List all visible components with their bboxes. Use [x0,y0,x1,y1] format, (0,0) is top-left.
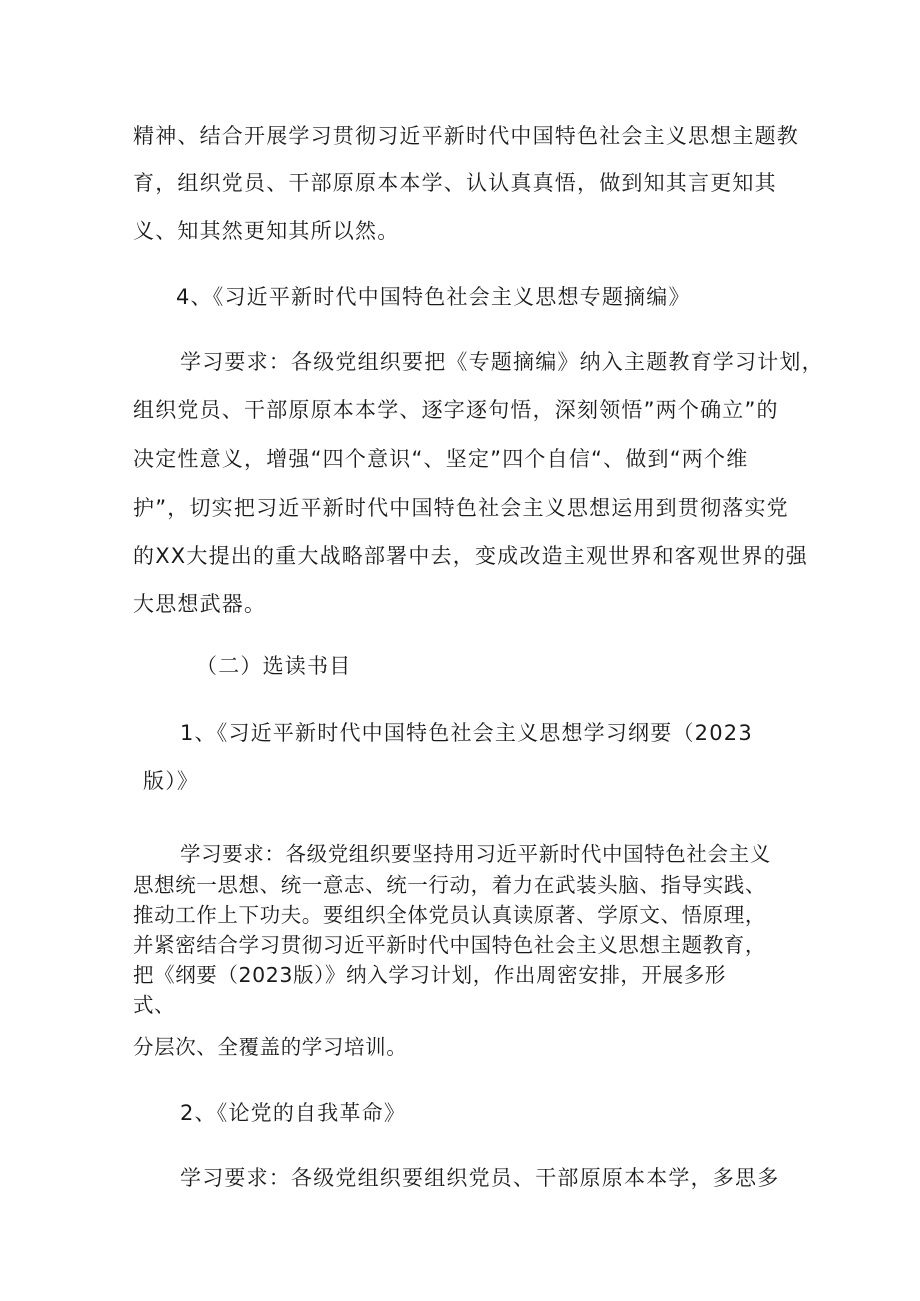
item4-req-line-4: 护”，切实把习近平新时代中国特色社会主义思想运用到贯彻落实党 [133,496,789,520]
item1-req-line-7: 分层次、全覆盖的学习培训。 [133,1035,408,1059]
item2-title: 2、《论党的自我革命》 [180,1101,407,1125]
item1-req-line-1: 学习要求：各级党组织要坚持用习近平新时代中国特色社会主义 [180,842,771,866]
intro-line-2: 育，组织党员、干部原原本本学、认认真真悟，做到知其言更知其 [133,171,777,195]
item1-req-line-2: 思想统一思想、统一意志、统一行动，着力在武装头脑、指导实践、 [133,873,766,897]
item4-title: 4、《习近平新时代中国特色社会主义思想专题摘编》 [176,285,691,309]
intro-line-1: 精神、结合开展学习贯彻习近平新时代中国特色社会主义思想主题教 [133,124,799,148]
item4-req-line-3: 决定性意义，增强“四个意识“、坚定”四个自信“、做到“两个维 [133,447,749,471]
section2-heading: （二）选读书目 [196,654,352,678]
item4-req-line-2: 组织党员、干部原原本本学、逐字逐句悟，深刻领悟”两个确立”的 [133,398,779,422]
item1-req-line-5: 把《纲要（2023版）》纳入学习计划，作出周密安排，开展多形 [133,963,726,987]
item1-req-line-6: 式、 [133,993,176,1017]
intro-line-3: 义、知其然更知其所以然。 [133,219,400,243]
item4-req-line-1: 学习要求：各级党组织要把《专题摘编》纳入主题教育学习计划， [180,350,824,374]
item1-title-line-1: 1、《习近平新时代中国特色社会主义思想学习纲要（2023 [180,721,753,745]
item4-req-line-6: 大思想武器。 [133,592,267,616]
item4-req-line-5: 的XX大提出的重大战略部署中去，变成改造主观世界和客观世界的强 [133,544,808,568]
item1-title-line-2: 版）》 [143,769,200,793]
item1-req-line-3: 推动工作上下功夫。要组织全体党员认真读原著、学原文、悟原理， [133,903,766,927]
item1-req-line-4: 并紧密结合学习贯彻习近平新时代中国特色社会主义思想主题教育， [133,933,766,957]
item2-req-line-1: 学习要求：各级党组织要组织党员、干部原原本本学，多思多 [180,1166,780,1190]
